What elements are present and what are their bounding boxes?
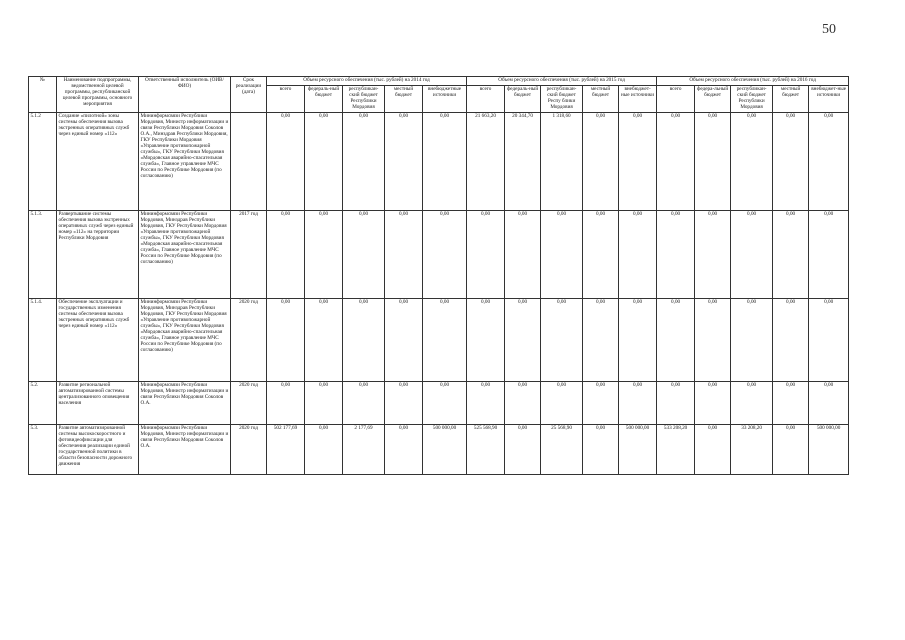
value-cell: 0,00 — [773, 298, 809, 381]
row-term: 2020 год — [231, 424, 267, 474]
value-cell: 0,00 — [305, 424, 343, 474]
value-cell: 0,00 — [467, 210, 505, 298]
value-cell: 2 177,69 — [343, 424, 385, 474]
value-cell: 0,00 — [773, 112, 809, 210]
header-year-2014: Объем ресурсного обеспечения (тыс. рублей) на 2014 год — [267, 77, 467, 86]
row-num: 5.1.3. — [29, 210, 57, 298]
value-cell: 500 000,00 — [809, 424, 849, 474]
row-num: 5.2. — [29, 381, 57, 424]
value-cell: 0,00 — [695, 210, 731, 298]
value-cell: 0,00 — [467, 298, 505, 381]
value-cell: 1 318,60 — [541, 112, 583, 210]
row-responsible: Мининформсвязи Республики Мордовия, Минздрав Республики Мордовия, ГКУ Республики Мордовия «Управление противопожарной службы», ГКУ Республики Мордовия «Мордовская аварийно-спасательная служба», Главное управление МЧС России по Республике Мордовия (по согласованию) — [139, 210, 231, 298]
row-name: Обеспечение эксплуатации и государственных изменения системы обеспечения вызова экстренных оперативных служб через единый номер «112» — [57, 298, 139, 381]
row-responsible: Мининформсвязи Республики Мордовия, Министр информатизации и связи Республики Мордовия Соколов О.А., Минздрав Республики Мордовия, ГКУ Республики Мордовия «Управление противопожарной службы», ГКУ Республики Мордовия «Мордовская аварийно-спасательная служба», Главное управление МЧС России по Республике Мордовия (по согласованию) — [139, 112, 231, 210]
subheader-local: местный бюджет — [773, 85, 809, 112]
value-cell: 0,00 — [657, 210, 695, 298]
value-cell: 0,00 — [583, 381, 619, 424]
row-name: Создание «пилотной» зоны системы обеспечения вызова экстренных оперативных служб через единый номер «112» — [57, 112, 139, 210]
value-cell: 0,00 — [343, 112, 385, 210]
subheader-extrabudget: внебюджет-ные источники — [619, 85, 657, 112]
value-cell: 0,00 — [267, 210, 305, 298]
row-responsible: Мининформсвязи Республики Мордовия, Министр информатизации и связи Республики Мордовия Соколов О.А. — [139, 424, 231, 474]
row-responsible: Мининформсвязи Республики Мордовия, Министр информатизации и связи Республики Мордовия Соколов О.А. — [139, 381, 231, 424]
value-cell: 25 568,90 — [541, 424, 583, 474]
value-cell: 0,00 — [505, 210, 541, 298]
value-cell: 0,00 — [583, 210, 619, 298]
value-cell: 0,00 — [731, 381, 773, 424]
subheader-total: всего — [467, 85, 505, 112]
row-name: Развитие автоматизированной системы высокоскоростного и фотовидеофиксации для обеспечения реализации единой государственной политики в области безопасности дорожного движения — [57, 424, 139, 474]
subheader-total: всего — [657, 85, 695, 112]
value-cell: 20 344,70 — [505, 112, 541, 210]
value-cell: 0,00 — [619, 210, 657, 298]
table-row — [29, 112, 849, 210]
header-year-2015: Объем ресурсного обеспечения (тыс. рублей) на 2015 год — [467, 77, 657, 86]
value-cell: 0,00 — [657, 298, 695, 381]
subheader-total: всего — [267, 85, 305, 112]
value-cell: 0,00 — [541, 298, 583, 381]
table-row — [29, 298, 849, 381]
value-cell: 0,00 — [541, 210, 583, 298]
subheader-republic: республикан-ский бюджет Респу блики Мордовия — [541, 85, 583, 112]
value-cell: 0,00 — [267, 112, 305, 210]
value-cell: 0,00 — [619, 298, 657, 381]
value-cell: 0,00 — [731, 298, 773, 381]
subheader-local: местный бюджет — [583, 85, 619, 112]
header-year-2016: Объем ресурсного обеспечения (тыс. рублей) на 2016 год — [657, 77, 849, 86]
value-cell: 0,00 — [305, 381, 343, 424]
subheader-federal: федера-льный бюджет — [695, 85, 731, 112]
value-cell: 0,00 — [695, 112, 731, 210]
subheader-republic: республикан-ский бюджет Республики Мордовия — [343, 85, 385, 112]
value-cell: 502 177,69 — [267, 424, 305, 474]
value-cell: 0,00 — [619, 112, 657, 210]
value-cell: 0,00 — [773, 210, 809, 298]
row-responsible: Мининформсвязи Республики Мордовия, Минздрав Республики Мордовия, ГКУ Республики Мордовия «Управление противопожарной службы», ГКУ Республики Мордовия «Мордовская аварийно-спасательная служба», Главное управление МЧС России по Республике Мордовия (по согласованию) — [139, 298, 231, 381]
value-cell: 0,00 — [731, 112, 773, 210]
table-row — [29, 424, 849, 474]
value-cell: 0,00 — [695, 424, 731, 474]
header-responsible: Ответственный исполнитель (ОИВ/ФИО) — [139, 77, 231, 113]
row-term: 2017 год — [231, 210, 267, 298]
value-cell: 0,00 — [773, 381, 809, 424]
subheader-extrabudget: внебюджет-ные источники — [809, 85, 849, 112]
value-cell: 0,00 — [467, 381, 505, 424]
value-cell: 0,00 — [583, 298, 619, 381]
value-cell: 0,00 — [809, 210, 849, 298]
value-cell: 0,00 — [385, 381, 423, 424]
value-cell: 0,00 — [305, 210, 343, 298]
row-term: 2020 год — [231, 381, 267, 424]
row-name: Развертывание системы обеспечения вызова экстренных оперативных служб через единый номер «112» на территории Республики Мордовия — [57, 210, 139, 298]
subheader-federal: федераль-ный бюджет — [305, 85, 343, 112]
value-cell: 0,00 — [695, 298, 731, 381]
subheader-federal: федераль-ный бюджет — [505, 85, 541, 112]
row-num: 5.3. — [29, 424, 57, 474]
row-name: Развитие региональной автоматизированной системы централизованного оповещения населения — [57, 381, 139, 424]
header-num: № — [29, 77, 57, 113]
row-num: 5.1.4. — [29, 298, 57, 381]
header-name: Наименование подпрограммы, ведомственной целевой программы, республиканской целевой программы, основного мероприятия — [57, 77, 139, 113]
value-cell: 500 000,00 — [619, 424, 657, 474]
value-cell: 0,00 — [385, 112, 423, 210]
table-row — [29, 381, 849, 424]
value-cell: 0,00 — [267, 298, 305, 381]
value-cell: 0,00 — [385, 424, 423, 474]
value-cell: 0,00 — [773, 424, 809, 474]
value-cell: 0,00 — [541, 381, 583, 424]
value-cell: 0,00 — [343, 210, 385, 298]
value-cell: 0,00 — [423, 112, 467, 210]
value-cell: 525 568,90 — [467, 424, 505, 474]
value-cell: 0,00 — [731, 210, 773, 298]
row-num: 5.1.2 — [29, 112, 57, 210]
value-cell: 0,00 — [583, 424, 619, 474]
header-term: Срок реализации (дата) — [231, 77, 267, 113]
value-cell: 21 663,20 — [467, 112, 505, 210]
value-cell: 0,00 — [619, 381, 657, 424]
value-cell: 0,00 — [305, 112, 343, 210]
value-cell: 0,00 — [423, 298, 467, 381]
row-term — [231, 112, 267, 210]
subheader-extrabudget: внебюджетные источники — [423, 85, 467, 112]
value-cell: 0,00 — [423, 210, 467, 298]
value-cell: 0,00 — [583, 112, 619, 210]
value-cell: 0,00 — [385, 210, 423, 298]
value-cell: 0,00 — [343, 381, 385, 424]
value-cell: 0,00 — [505, 298, 541, 381]
value-cell: 0,00 — [385, 298, 423, 381]
subheader-republic: республикан-ский бюджет Республики Мордовия — [731, 85, 773, 112]
value-cell: 533 208,20 — [657, 424, 695, 474]
table-row — [29, 210, 849, 298]
value-cell: 0,00 — [809, 112, 849, 210]
value-cell: 0,00 — [267, 381, 305, 424]
value-cell: 0,00 — [695, 381, 731, 424]
row-term: 2020 год — [231, 298, 267, 381]
resource-table — [28, 76, 849, 475]
page-number: 50 — [822, 22, 836, 37]
value-cell: 0,00 — [657, 112, 695, 210]
value-cell: 33 208,20 — [731, 424, 773, 474]
value-cell: 0,00 — [505, 424, 541, 474]
value-cell: 0,00 — [657, 381, 695, 424]
value-cell: 0,00 — [809, 298, 849, 381]
value-cell: 0,00 — [809, 381, 849, 424]
value-cell: 0,00 — [305, 298, 343, 381]
subheader-local: местный бюджет — [385, 85, 423, 112]
value-cell: 0,00 — [343, 298, 385, 381]
value-cell: 0,00 — [423, 381, 467, 424]
value-cell: 500 000,00 — [423, 424, 467, 474]
value-cell: 0,00 — [505, 381, 541, 424]
